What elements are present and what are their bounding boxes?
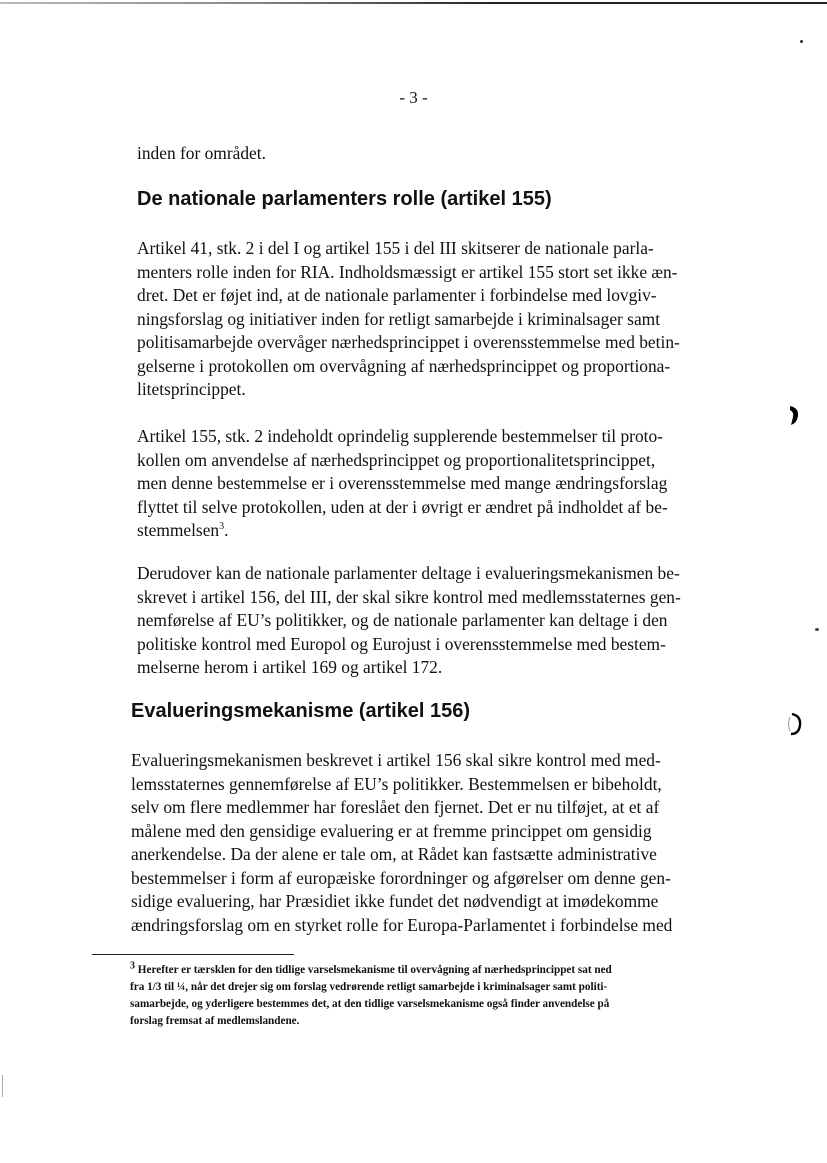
section-heading-156: Evalueringsmekanisme (artikel 156) bbox=[131, 700, 471, 722]
footnote-reference[interactable]: 3 bbox=[219, 521, 225, 533]
text-line: menters rolle inden for RIA. Indholdsmæssigt er artikel 155 stort set ikke æn- bbox=[137, 261, 678, 282]
section-heading-155: De nationale parlamenters rolle (artikel 155) bbox=[137, 188, 552, 210]
footnote bbox=[130, 962, 612, 1030]
text-line: anerkendelse. Da der alene er tale om, at Rådet kan fastsætte administrative bbox=[131, 844, 657, 864]
text-line: bestemmelser i form af europæiske forordninger og afgørelser om denne gen- bbox=[131, 867, 671, 888]
paragraph-156-1 bbox=[131, 749, 672, 937]
text-line: forslag fremsat af medlemslandene. bbox=[130, 1015, 300, 1027]
page-number: - 3 - bbox=[399, 88, 428, 107]
text-line: ningsforslag og initiativer inden for retligt samarbejde i kriminalsager samt bbox=[137, 308, 661, 329]
text-fragment: . bbox=[224, 520, 229, 540]
text-line: selv om flere medlemmer har foreslået den fjernet. Det er nu tilføjet, at et af bbox=[131, 797, 660, 817]
text-line: Artikel 41, stk. 2 i del I og artikel 155 i del III skitserer de nationale parla- bbox=[137, 238, 654, 258]
text-line: skrevet i artikel 156, del III, der skal sikre kontrol med medlemsstaternes gen- bbox=[137, 586, 681, 607]
text-line bbox=[137, 519, 668, 543]
text-line bbox=[130, 962, 612, 979]
text-line: politiske kontrol med Europol og Eurojust i overensstemmelse med bestem- bbox=[137, 633, 666, 654]
text-line: flyttet til selve protokollen, uden at der i øvrigt er ændret på indholdet af be- bbox=[137, 496, 668, 517]
text-line: lemsstaternes gennemførelse af EU’s politikker. Bestemmelsen er bibeholdt, bbox=[131, 773, 662, 794]
text-line: melserne herom i artikel 169 og artikel 172. bbox=[137, 657, 443, 677]
text-line: dret. Det er føjet ind, at de nationale parlamenter i forbindelse med lovgiv- bbox=[137, 285, 657, 305]
binder-hole-mark-icon bbox=[788, 404, 800, 426]
text-line: politisamarbejde overvåger nærhedsprincippet i overensstemmelse med betin- bbox=[137, 332, 680, 352]
intro-line: inden for området. bbox=[137, 143, 266, 163]
speck-icon bbox=[2, 1075, 3, 1097]
text-line: litetsprincippet. bbox=[137, 379, 246, 399]
speck-icon bbox=[800, 40, 803, 43]
text-line: Derudover kan de nationale parlamenter deltage i evalueringsmekanismen be- bbox=[137, 563, 680, 583]
text-line: samarbejde, og yderligere bestemmes det, at den tidlige varselsmekanisme også finder anvendelse på bbox=[130, 998, 610, 1010]
text-line: ændringsforslag om en styrket rolle for Europa-Parlamentet i forbindelse med bbox=[131, 914, 673, 935]
text-line: Evalueringsmekanismen beskrevet i artikel 156 skal sikre kontrol med med- bbox=[131, 750, 661, 770]
paragraph-155-1 bbox=[137, 237, 680, 402]
text-line: sidige evaluering, har Præsidiet ikke fundet det nødvendigt at imødekomme bbox=[131, 891, 659, 911]
text-fragment: stemmelsen bbox=[137, 520, 220, 540]
text-line: målene med den gensidige evaluering er at fremme princippet om gensidig bbox=[131, 820, 652, 841]
text-line: Artikel 155, stk. 2 indeholdt oprindelig supplerende bestemmelser til proto- bbox=[137, 426, 663, 446]
text-line: men denne bestemmelse er i overensstemmelse med mange ændringsforslag bbox=[137, 473, 668, 493]
text-line: nemførelse af EU’s politikker, og de nationale parlamenter kan deltage i den bbox=[137, 610, 668, 630]
paragraph-155-2 bbox=[137, 425, 668, 543]
text-line: kollen om anvendelse af nærhedsprincippet og proportionalitetsprincippet, bbox=[137, 449, 656, 470]
scan-top-edge bbox=[0, 2, 827, 4]
text-line: gelserne i protokollen om overvågning af nærhedsprincippet og proportiona- bbox=[137, 355, 671, 376]
binder-hole-mark-icon bbox=[786, 712, 802, 736]
speck-icon bbox=[815, 628, 819, 631]
paragraph-155-3 bbox=[137, 562, 681, 680]
text-line: fra 1/3 til ¼, når det drejer sig om forslag vedrørende retligt samarbejde i kriminalsager samt politi- bbox=[130, 981, 608, 993]
footnote-number: 3 bbox=[130, 960, 135, 972]
text-fragment: Herefter er tærsklen for den tidlige varselsmekanisme til overvågning af nærhedsprincippet sat ned bbox=[137, 964, 612, 976]
footnote-divider bbox=[92, 954, 294, 955]
